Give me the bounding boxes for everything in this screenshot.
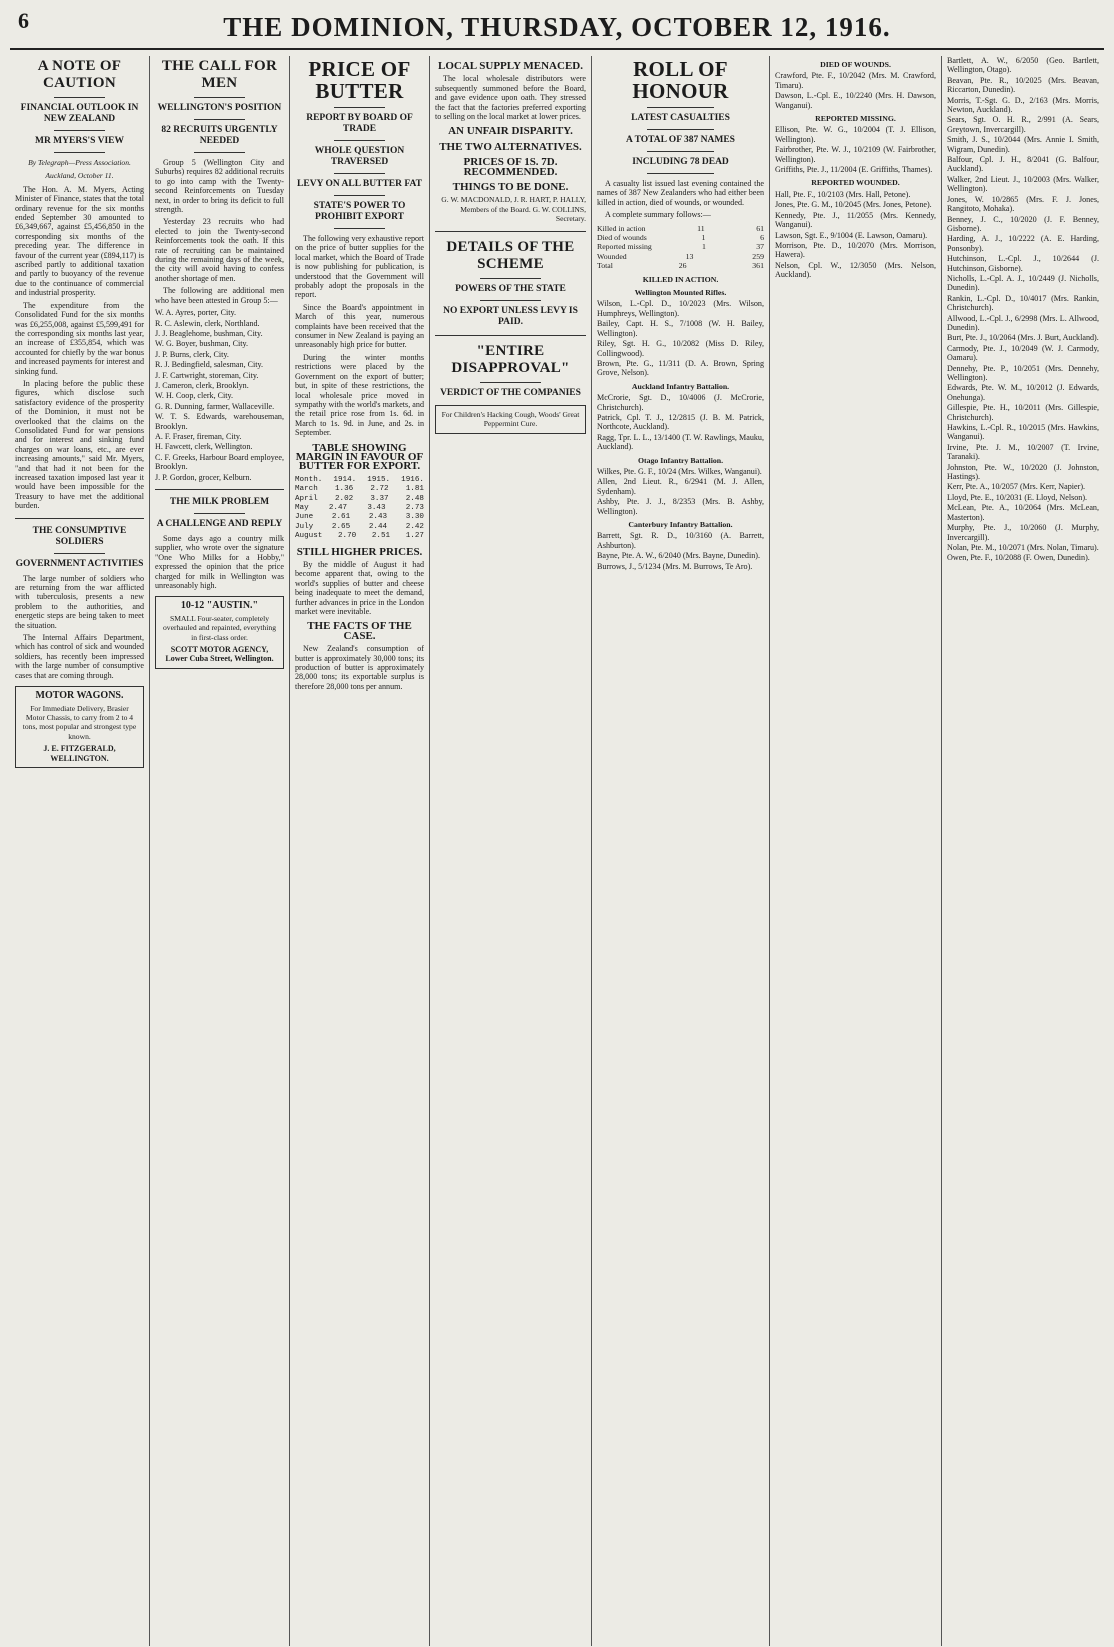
article-paragraph: By the middle of August it had become apparent that, owing to the world's supplies of butter and cheese being inadequate to meet the demand, further advances in price in the London market were inevitable. (295, 560, 424, 617)
list-item: Nelson, Cpl. W., 12/3050 (Mrs. Nelson, Auckland). (775, 260, 936, 280)
headline-details-scheme: DETAILS OF THE SCHEME (446, 238, 575, 272)
list-item: R. C. Aslewin, clerk, Northland. (155, 318, 260, 328)
article-paragraph: Some days ago a country milk supplier, who wrote over the signature "One Who Milks for a Hobby," expressed the opinion that the price charged for milk in Wellington was unreasonably high. (155, 534, 284, 591)
subhead-recruits-needed: 82 RECRUITS URGENTLY NEEDED (161, 125, 278, 146)
list-intro: The following are additional men who have been attested in Group 5:— (155, 286, 284, 305)
list-item: A. F. Fraser, fireman, City. (155, 431, 242, 441)
headline-call-for-men: THE CALL FOR MEN (161, 58, 278, 91)
table-row: April 2.02 3.37 2.48 (295, 494, 424, 503)
columns (10, 56, 1104, 1646)
list-item: Burrows, J., 5/1234 (Mrs. M. Burrows, Te Aro). (597, 561, 753, 571)
column-5 (592, 56, 770, 1646)
list-item: Sears, Sgt. O. H. R., 2/991 (A. Sears, Greytown, Invercargill). (947, 115, 1099, 134)
section-heading: REPORTED MISSING. (815, 114, 896, 124)
list-item: Nolan, Pte. M., 10/2071 (Mrs. Nolan, Timaru). (947, 542, 1099, 552)
list-item: W. H. Coop, clerk, City. (155, 391, 234, 401)
article-paragraph: Group 5 (Wellington City and Suburbs) requires 82 additional recruits to go into camp with the Twenty-second Reinforcements on Tuesday next, in order to bring its deficit to full strength. (155, 158, 284, 215)
article-paragraph: A complete summary follows:— (605, 210, 711, 220)
table-row: May 2.47 3.43 2.73 (295, 503, 424, 512)
subhead-powers-state: POWERS OF THE STATE (455, 283, 566, 294)
list-item: Wilson, L.-Cpl. D., 10/2023 (Mrs. Wilson, Humphreys, Wellington). (597, 299, 764, 318)
list-item: Johnston, Pte. W., 10/2020 (J. Johnston, Hastings). (947, 462, 1099, 482)
column-4 (430, 56, 592, 1646)
subhead-including-dead: INCLUDING 78 DEAD (632, 157, 729, 167)
masthead (10, 6, 1104, 50)
section-heading: KILLED IN ACTION. (642, 274, 719, 284)
list-item: Fairbrother, Pte. W. J., 10/2109 (W. Fairbrother, Wellington). (775, 145, 936, 164)
list-item: Carmody, Pte. J., 10/2049 (W. J. Carmody, Oamaru). (947, 343, 1099, 363)
list-item: Lawson, Sgt. E., 9/1004 (E. Lawson, Oamaru). (775, 230, 928, 240)
list-item: R. J. Bedingfield, salesman, City. (155, 360, 264, 370)
list-item: Jones, Pte. G. M., 10/2045 (Mrs. Jones, Petone). (775, 200, 932, 210)
list-item: Murphy, Pte. J., 10/2060 (J. Murphy, Invercargill). (947, 523, 1099, 542)
list-item: W. G. Boyer, bushman, City. (155, 339, 249, 349)
advertisement-motor-wagons (15, 686, 144, 768)
newspaper-title: THE DOMINION, THURSDAY, OCTOBER 12, 1916. (223, 12, 891, 42)
subhead-levy-butter-fat: LEVY ON ALL BUTTER FAT (297, 179, 422, 189)
list-item: Patrick, Cpl. T. J., 12/2815 (J. B. M. Patrick, Northcote, Auckland). (597, 412, 764, 432)
list-item: J. P. Gordon, grocer, Kelburn. (155, 472, 252, 482)
list-item: Edwards, Pte. W. M., 10/2012 (J. Edwards, Onehunga). (947, 383, 1099, 402)
list-item: Morris, T.-Sgt. G. D., 2/163 (Mrs. Morris, Newton, Auckland). (947, 95, 1099, 115)
article-paragraph: The following very exhaustive report on the price of butter supplies for the local market, which the Board of Trade is now publishing for publication, is understood that the Government will probably adopt the proposals in the report. (295, 234, 424, 300)
list-item: Walker, 2nd Lieut. J., 10/2003 (Mrs. Walker, Wellington). (947, 174, 1099, 194)
casualty-list (597, 275, 764, 571)
list-item: Benney, J. C., 10/2020 (J. F. Benney, Gisborne). (947, 214, 1099, 233)
advertisement-peppermint-cure (435, 405, 586, 434)
margin-table (295, 476, 424, 542)
list-item: W. T. S. Edwards, warehouseman, Brooklyn. (155, 412, 284, 431)
article-paragraph: In placing before the public these figures, which disclose such satisfactory evidence of the prosperity of the Dominion, it must not be overlooked that the claims on the Consolidated Fund for war pensions and for interest and sinking fund charges on war loans, etc., are ever increasing amounts," said Mr. Myers, "and that had it not been for the increased taxation imposed last year it would have been impossible for the Treasury to have met the additional burden. (15, 378, 144, 511)
subhead-challenge-reply: A CHALLENGE AND REPLY (156, 519, 283, 529)
list-item: Kennedy, Pte. J., 11/2055 (Mrs. Kennedy, Wanganui). (775, 210, 936, 230)
ad-body: SMALL Four-seater, completely overhauled and repainted, everything in first-class order. (162, 613, 277, 642)
subhead-board-of-trade: REPORT BY BOARD OF TRADE (306, 113, 413, 134)
list-item: Wilkes, Pte. G. F., 10/24 (Mrs. Wilkes, Wanganui). (597, 466, 762, 476)
list-item: Harding, A. J., 10/2222 (A. E. Harding, Ponsonby). (947, 234, 1099, 253)
subhead-local-supply-menaced: LOCAL SUPPLY MENACED. (438, 60, 583, 72)
table-row: August 2.70 2.51 1.27 (295, 532, 424, 541)
subhead-price-recommended: PRICES OF 1S. 7D. RECOMMENDED. (463, 156, 558, 178)
section-heading: DIED OF WOUNDS. (820, 60, 891, 69)
subhead-facts-of-case: THE FACTS OF THE CASE. (307, 620, 412, 642)
list-item: Bailey, Capt. H. S., 7/1008 (W. H. Bailey, Wellington). (597, 319, 764, 338)
subhead-total-names: A TOTAL OF 387 NAMES (626, 135, 735, 145)
subhead-consumptive-soldiers: THE CONSUMPTIVE SOLDIERS (32, 525, 127, 547)
casualty-list-continued (947, 56, 1099, 563)
table-row: July 2.65 2.44 2.42 (295, 522, 424, 531)
table-row: Died of wounds 1 6 (597, 233, 764, 243)
article-paragraph: Since the Board's appointment in March of this year, numerous complaints have been received that the consumer in New Zealand is paying an unreasonably high price for butter. (295, 302, 424, 350)
list-item: Lloyd, Pte. E., 10/2031 (E. Lloyd, Nelson). (947, 492, 1088, 502)
list-item: Owen, Pte. F., 10/2088 (F. Owen, Dunedin). (947, 553, 1090, 563)
subhead-government-activities: GOVERNMENT ACTIVITIES (15, 558, 144, 569)
ad-body: For Children's Hacking Cough, Woods' Great Peppermint Cure. (441, 409, 580, 429)
table-row: Month. 1914. 1915. 1916. (295, 475, 424, 484)
article-paragraph: The Internal Affairs Department, which has control of sick and wounded soldiers, has recently been impressed with the large number of consumptive cases that are coming through. (15, 633, 144, 680)
credit-line: By Telegraph—Press Association. (28, 158, 131, 167)
article-paragraph: New Zealand's consumption of butter is approximately 30,000 tons; its production of butter is approximately 28,000 tons; its exportable surplus is therefore 28,000 tons per annum. (295, 644, 424, 691)
list-item: Irvine, Pte. J. M., 10/2007 (T. Irvine, Taranaki). (947, 442, 1099, 462)
list-item: Dennehy, Pte. P., 10/2051 (Mrs. Dennehy, Wellington). (947, 363, 1099, 382)
table-row: Reported missing 1 37 (597, 242, 764, 252)
list-item: Hall, Pte. F., 10/2103 (Mrs. Hall, Petone). (775, 189, 911, 199)
page-number: 6 (18, 8, 29, 33)
list-item: McCrorie, Sgt. D., 10/4006 (J. McCrorie, Christchurch). (597, 393, 764, 412)
column-2 (150, 56, 290, 1646)
headline-price-of-butter: PRICE OF BUTTER (308, 57, 411, 103)
table-row-total: Total 26 361 (597, 261, 764, 271)
headline-note-of-caution: A NOTE OF CAUTION (37, 58, 122, 91)
list-item: Riley, Sgt. H. G., 10/2082 (Miss D. Riley, Collingwood). (597, 339, 764, 358)
list-item: Smith, J. S., 10/2044 (Mrs. Annie I. Smith, Wigram, Dunedin). (947, 135, 1099, 154)
list-item: Ellison, Pte. W. G., 10/2004 (T. J. Ellison, Wellington). (775, 125, 936, 144)
column-7 (942, 56, 1104, 1646)
ad-body: For Immediate Delivery, Brasier Motor Chassis, to carry from 2 to 4 tons, most popular and strongest type known. (22, 703, 137, 741)
section-heading: Canterbury Infantry Battalion. (628, 520, 733, 529)
list-item: Allen, 2nd Lieut. R., 6/2941 (M. J. Allen, Sydenham). (597, 477, 764, 496)
list-item: Balfour, Cpl. J. H., 8/2041 (G. Balfour, Auckland). (947, 155, 1099, 174)
ad-footer: SCOTT MOTOR AGENCY, Lower Cuba Street, Wellington. (165, 645, 274, 664)
list-item: Jones, W. 10/2865 (Mrs. F. J. Jones, Rangitoto, Mohaka). (947, 194, 1099, 214)
list-item: C. F. Greeks, Harbour Board employee, Brooklyn. (155, 452, 284, 472)
table-row: June 2.61 2.43 3.30 (295, 513, 424, 522)
list-item: H. Fawcett, clerk, Wellington. (155, 442, 253, 452)
headline-roll-of-honour: ROLL OF HONOUR (632, 57, 729, 103)
section-heading: Wellington Mounted Rifles. (634, 288, 727, 298)
list-item: Hutchinson, L.-Cpl. J., 10/2644 (J. Hutchinson, Gisborne). (947, 254, 1099, 273)
article-paragraph: The large number of soldiers who are returning from the war afflicted with tuberculosis, presents a new problem to the authorities, and energetic steps are being taken to meet the situation. (15, 573, 144, 630)
list-item: Morrison, Pte. D., 10/2070 (Mrs. Morrison, Hawera). (775, 240, 936, 260)
list-item: Bartlett, A. W., 6/2050 (Geo. Bartlett, Wellington, Otago). (947, 56, 1099, 75)
subhead-still-higher-prices: STILL HIGHER PRICES. (296, 545, 423, 558)
article-paragraph: The Hon. A. M. Myers, Acting Minister of Finance, states that the total ordinary revenue for the six months ended September 30 amounted to £6,349,667, against £5,456,850 in the corresponding six months of the preceding year. The difference in favour of the current year (£894,117) is ascribed partly to additional taxation and partly to buoyancy of the revenue due to the continuance of commercial and industrial prosperity. (15, 184, 144, 298)
list-item: Beavan, Pte. R., 10/2025 (Mrs. Beavan, Riccarton, Dunedin). (947, 75, 1099, 95)
list-item: Nicholls, L.-Cpl. A. J., 10/2449 (J. Nicholls, Dunedin). (947, 273, 1099, 293)
list-item: Bayne, Pte. A. W., 6/2040 (Mrs. Bayne, Dunedin). (597, 551, 760, 561)
table-title: TABLE SHOWING MARGIN IN FAVOUR OF BUTTER FOR EXPORT. (295, 441, 424, 473)
subhead-things-to-be-done: THINGS TO BE DONE. (452, 181, 569, 194)
list-item: Barrett, Sgt. R. D., 10/3160 (A. Barrett, Ashburton). (597, 531, 764, 550)
article-paragraph: The local wholesale distributors were subsequently summoned before the Board, and gave evidence upon oath. They stressed the fact that the factories preferred exporting to selling on the local market at lower prices. (435, 74, 586, 122)
subhead-financial-outlook: FINANCIAL OUTLOOK IN NEW ZEALAND (20, 103, 139, 124)
list-item: J. J. Beaglehome, bushman, City. (155, 328, 263, 338)
advertisement-austin (155, 596, 284, 668)
subhead-myers-view: MR MYERS'S VIEW (34, 136, 125, 146)
subhead-verdict-companies: VERDICT OF THE COMPANIES (440, 387, 581, 398)
table-row: March 1.36 2.72 1.81 (295, 485, 424, 494)
dateline: Auckland, October 11. (45, 171, 114, 181)
list-item: Griffiths, Pte. J., 11/2004 (E. Griffiths, Thames). (775, 165, 933, 175)
section-heading: Auckland Infantry Battalion. (631, 381, 730, 391)
headline-entire-disapproval: "ENTIRE DISAPPROVAL" (451, 342, 570, 376)
column-6 (770, 56, 942, 1646)
list-item: J. Cameron, clerk, Brooklyn. (155, 380, 249, 390)
list-item: Kerr, Pte. A., 10/2057 (Mrs. Kerr, Napier). (947, 482, 1086, 492)
article-paragraph: Yesterday 23 recruits who had elected to join the Twenty-second Reinforcements took the oath. If this rate of recruiting can be maintained during the remaining days of the week, the city will avoid having to confess another shortage of men. (155, 217, 284, 283)
list-item: W. A. Ayres, porter, City. (155, 308, 237, 318)
subhead-unfair-disparity: AN UNFAIR DISPARITY. (448, 125, 573, 138)
table-row: Wounded 13 259 (597, 251, 764, 261)
section-heading: Otago Infantry Battalion. (637, 455, 724, 465)
recruit-list (155, 308, 284, 482)
casualty-summary (597, 224, 764, 271)
list-item: Rankin, L.-Cpl. D., 10/4017 (Mrs. Rankin, Christchurch). (947, 293, 1099, 313)
list-item: Burt, Pte. J., 10/2064 (Mrs. J. Burt, Auckland). (947, 333, 1099, 343)
list-item: Brown, Pte. G., 11/311 (D. A. Brown, Spring Grove, Nelson). (597, 358, 764, 378)
list-item: G. R. Dunning, farmer, Wallaceville. (155, 401, 275, 411)
article-paragraph: A casualty list issued last evening contained the names of 387 New Zealanders who had either been killed in action, died of wounds, or wounded. (597, 179, 764, 207)
ad-footer: J. E. FITZGERALD, WELLINGTON. (43, 744, 116, 763)
list-item: Ragg, Tpr. L. L., 13/1400 (T. W. Rawlings, Mauku, Auckland). (597, 432, 764, 452)
casualty-list-continued (775, 60, 936, 280)
column-3 (290, 56, 430, 1646)
subhead-whole-question: WHOLE QUESTION TRAVERSED (314, 146, 405, 167)
list-item: Allwood, L.-Cpl. J., 6/2998 (Mrs. L. Allwood, Dunedin). (947, 313, 1099, 332)
list-item: McLean, Pte. A., 10/2064 (Mrs. McLean, Masterton). (947, 503, 1099, 522)
column-1 (10, 56, 150, 1646)
list-item: J. P. Burns, clerk, City. (155, 349, 229, 359)
subhead-wellington-position: WELLINGTON'S POSITION (157, 103, 282, 113)
subhead-milk-problem: THE MILK PROBLEM (169, 497, 270, 507)
list-item: Hawkins, L.-Cpl. R., 10/2015 (Mrs. Hawkins, Wanganui). (947, 423, 1099, 442)
list-item: Crawford, Pte. F., 10/2042 (Mrs. M. Crawford, Timaru). (775, 71, 936, 90)
list-item: Gillespie, Pte. H., 10/2011 (Mrs. Gillespie, Christchurch). (947, 403, 1099, 422)
article-paragraph: During the winter months restrictions were placed by the Government on the export of butter; but, in spite of these restrictions, the local wholesale price moved in sympathy with the world's markets, and the retail price rose from 1s. 6d. in March to 1s. 9d. in June, and 2s. in September. (295, 352, 424, 438)
section-heading: REPORTED WOUNDED. (811, 178, 900, 188)
subhead-latest-casualties: LATEST CASUALTIES (631, 113, 730, 123)
list-item: Ashby, Pte. J. J., 8/2353 (Mrs. B. Ashby, Wellington). (597, 497, 764, 516)
subhead-two-alternatives: THE TWO ALTERNATIVES. (439, 140, 582, 153)
list-item: J. F. Cartwright, storeman, City. (155, 370, 259, 380)
subhead-no-export: NO EXPORT UNLESS LEVY IS PAID. (443, 305, 578, 327)
signature-block: G. W. MACDONALD, J. R. HART, P. HALLY, Members of the Board. G. W. COLLINS, Secretary. (441, 195, 586, 224)
ad-heading: 10-12 "AUSTIN." (180, 600, 259, 612)
ad-heading: MOTOR WAGONS. (35, 690, 124, 702)
article-paragraph: The expenditure from the Consolidated Fund for the six months was £6,255,008, against £5,599,491 for the corresponding six months last year, an increase of £355,854, which was accounted for chiefly by the war bonus and increased payments for interest and sinking fund. (15, 300, 144, 376)
table-row: Killed in action 11 61 (597, 223, 764, 233)
subhead-prohibit-export: STATE'S POWER TO PROHIBIT EXPORT (313, 201, 406, 222)
list-item: Dawson, L.-Cpl. E., 10/2240 (Mrs. H. Dawson, Wanganui). (775, 91, 936, 110)
